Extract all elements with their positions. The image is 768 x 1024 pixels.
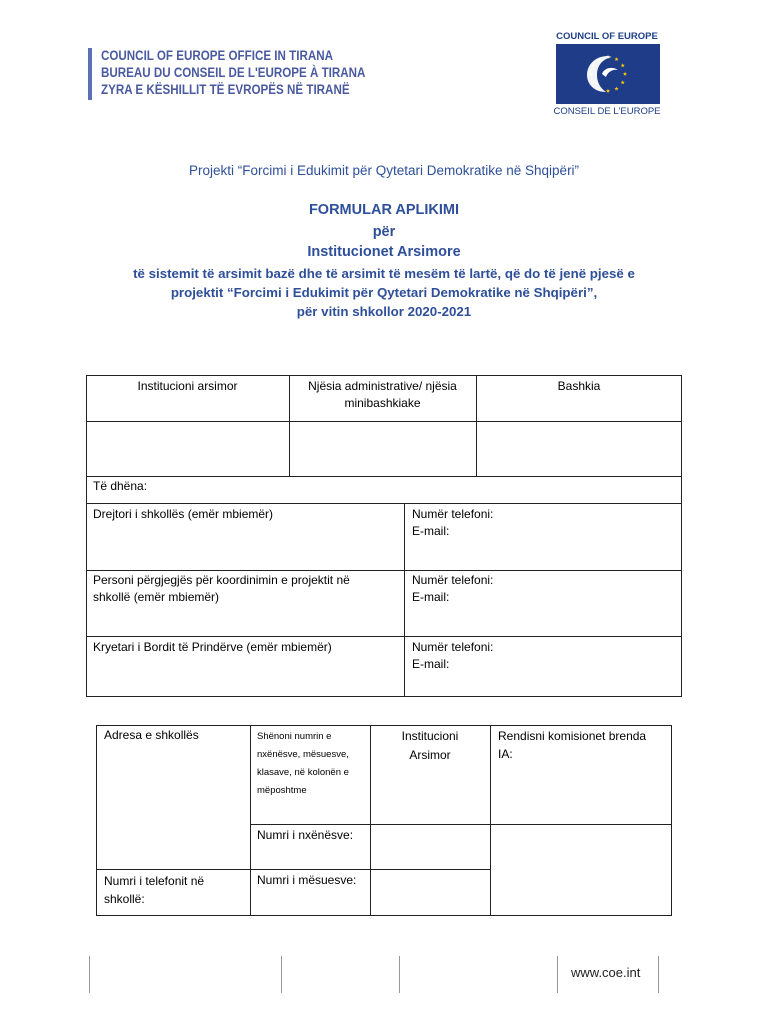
table-divider — [86, 421, 682, 422]
header-institution: Institucioni arsimor — [137, 379, 238, 393]
coordinator-label-text: shkollë (emër mbiemër) — [93, 590, 220, 604]
table-divider — [96, 869, 490, 870]
table-divider — [490, 725, 491, 916]
institution-label — [370, 727, 490, 765]
footer-divider — [89, 956, 90, 993]
table-divider — [250, 725, 251, 916]
footer-divider — [658, 956, 659, 993]
instruction-line: mëposhtme — [257, 785, 307, 796]
table-divider — [250, 824, 672, 825]
school-phone-text: Numri i telefonit në — [104, 874, 205, 888]
coordinator-label — [93, 572, 398, 606]
director-contact — [412, 506, 493, 540]
footer-divider — [281, 956, 282, 993]
office-name-en: COUNCIL OF EUROPE OFFICE IN TIRANA — [101, 48, 333, 63]
director-label — [93, 506, 398, 523]
form-for: për — [372, 224, 396, 240]
header-admin-line: Njësia administrative/ njësia — [308, 379, 457, 393]
office-name-fr: BUREAU DU CONSEIL DE L'EUROPE À TIRANA — [101, 65, 366, 80]
header-accent-bar — [88, 48, 92, 100]
coordinator-contact — [412, 572, 493, 606]
school-phone-text: shkollë: — [104, 892, 145, 906]
email-label: E-mail: — [412, 657, 450, 671]
logo-caption-bottom: CONSEIL DE L'EUROPE — [553, 106, 661, 117]
address-label: Adresa e shkollës — [104, 728, 199, 742]
phone-label: Numër telefoni: — [412, 640, 494, 654]
office-name-sq: ZYRA E KËSHILLIT TË EVROPËS NË TIRANË — [101, 82, 350, 97]
form-title: FORMULAR APLIKIMI — [308, 202, 460, 218]
header-municipality: Bashkia — [557, 379, 601, 393]
phone-label: Numër telefoni: — [412, 573, 494, 587]
committees-label-text: Rendisni komisionet brenda — [498, 729, 647, 743]
instruction-line: nxënësve, mësuesve, — [257, 749, 349, 760]
institution-label-text: Institucioni — [401, 729, 459, 743]
header-admin-line: minibashkiake — [344, 396, 421, 410]
table-divider — [86, 570, 682, 571]
teachers-count-label: Numri i mësuesve: — [257, 873, 357, 887]
school-phone-label — [104, 872, 204, 908]
committees-label — [498, 727, 670, 763]
director-label-text: Drejtori i shkollës (emër mbiemër) — [93, 507, 274, 521]
table-divider — [86, 476, 682, 477]
students-count-label: Numri i nxënësve: — [257, 828, 354, 842]
data-label: Të dhëna: — [93, 479, 148, 493]
parent-board-label — [93, 639, 398, 656]
form-target: Institucionet Arsimore — [307, 244, 461, 260]
form-subtitle — [0, 264, 768, 321]
email-label: E-mail: — [412, 590, 450, 604]
count-instruction — [257, 728, 369, 800]
email-label: E-mail: — [412, 524, 450, 538]
phone-label: Numër telefoni: — [412, 507, 494, 521]
subtitle-line: projektit “Forcimi i Edukimit për Qytetari Demokratike në Shqipëri”, — [170, 285, 598, 300]
coe-emblem-icon — [556, 44, 660, 104]
committees-label-text: IA: — [498, 747, 513, 761]
table-divider — [86, 636, 682, 637]
table-divider — [404, 503, 405, 697]
table-divider — [86, 503, 682, 504]
header-admin-unit — [289, 378, 476, 412]
logo-caption-top: COUNCIL OF EUROPE — [556, 31, 658, 42]
subtitle-line: të sistemit të arsimit bazë dhe të arsimit të mesëm të lartë, që do të jenë pjesë e — [133, 266, 635, 281]
parent-board-label-text: Kryetari i Bordit të Prindërve (emër mbiemër) — [93, 640, 332, 654]
project-title: Projekti “Forcimi i Edukimit për Qytetari Demokratike në Shqipëri” — [188, 163, 580, 178]
footer-website: www.coe.int — [571, 965, 641, 980]
footer-divider — [557, 956, 558, 993]
subtitle-line: për vitin shkollor 2020-2021 — [296, 304, 472, 319]
office-name-block — [101, 47, 365, 98]
instruction-line: Shënoni numrin e — [257, 731, 332, 742]
instruction-line: klasave, në kolonën e — [257, 767, 349, 778]
coordinator-label-text: Personi përgjegjës për koordinimin e projektit në — [93, 573, 350, 587]
footer-divider — [399, 956, 400, 993]
council-of-europe-logo — [556, 44, 660, 104]
parent-board-contact — [412, 639, 493, 673]
institution-label-text: Arsimor — [409, 748, 451, 762]
